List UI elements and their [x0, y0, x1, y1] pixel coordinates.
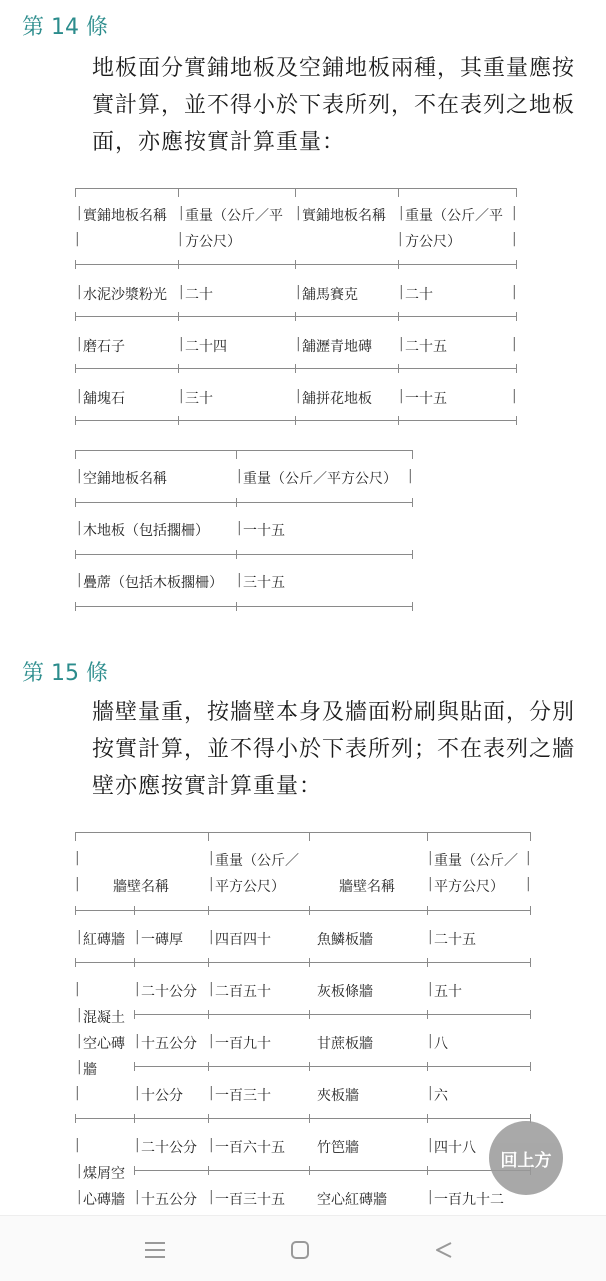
table-cell: | 紅磚牆 — [83, 929, 125, 949]
article-14-title: 第 14 條 — [22, 15, 108, 40]
back-icon[interactable] — [424, 1230, 464, 1270]
header-cell: 方公尺） — [405, 234, 461, 250]
header-cell: | 平方公尺） — [215, 876, 285, 896]
table-cell: | 一百三十五 — [215, 1189, 285, 1209]
table-cell: | 疊蓆（包括木板擱柵） — [83, 572, 223, 592]
back-to-top-button[interactable]: 回上方 — [489, 1121, 563, 1195]
table-cell: 灰板條牆 — [317, 984, 373, 1000]
table-cell: | 六 — [434, 1085, 448, 1105]
table-cell: | 五十 — [434, 981, 462, 1001]
header-cell: 方公尺） — [185, 234, 241, 250]
table-cell: | 一十五 — [405, 388, 447, 408]
table-cell: | 舖塊石 — [83, 388, 125, 408]
table-cell: | 二十公分 — [141, 1137, 197, 1157]
header-cell: | 實鋪地板名稱 — [302, 205, 386, 225]
table-cell: | 二十四 — [185, 336, 227, 356]
header-cell: | 平方公尺） — [434, 876, 504, 896]
table-cell: | 四百四十 — [215, 929, 271, 949]
table-cell: | 一百九十 — [215, 1033, 271, 1053]
table-cell: | 木地板（包括擱柵） — [83, 520, 209, 540]
table-cell: | 二百五十 — [215, 981, 271, 1001]
table-cell: | 一百六十五 — [215, 1137, 285, 1157]
table-cell: | 二十 — [185, 284, 213, 304]
table-cell: | 三十 — [185, 388, 213, 408]
table-cell: | 舖拼花地板 — [302, 388, 372, 408]
group-label: | 煤屑空 — [83, 1163, 125, 1183]
table-cell: | 十公分 — [141, 1085, 183, 1105]
system-navigation-bar — [0, 1215, 606, 1281]
table-cell: | 一十五 — [243, 520, 285, 540]
article-15-text: 牆壁量重，按牆壁本身及牆面粉刷與貼面，分別按實計算，並不得小於下表所列；不在表列之牆壁亦應按實計算重量： — [92, 700, 576, 799]
table-cell: | 八 — [434, 1033, 448, 1053]
solid-floor-table: | 實鋪地板名稱 | 重量（公斤／平 方公尺） | 實鋪地板名稱 | 重量（公斤／平 方公尺） | | | | | | 水泥沙漿粉光 | 二十 | 舖馬賽克 | 二十 | | 磨石子 | 二十四 | 舖瀝青地磚 | 二十五 | | 舖塊石 | 三十 | 舖拼花地板 | 一十五 | — [75, 188, 517, 428]
header-cell: 牆壁名稱 — [113, 879, 169, 895]
table-cell: 空心紅磚牆 — [317, 1192, 387, 1208]
table-cell: | 二十五 — [405, 336, 447, 356]
header-cell: | 重量（公斤／ — [215, 850, 299, 870]
table-cell: | 十五公分 — [141, 1033, 197, 1053]
table-cell: | 三十五 — [243, 572, 285, 592]
table-cell: | 舖瀝青地磚 — [302, 336, 372, 356]
group-label: | 混凝土 — [83, 1007, 125, 1027]
table-cell: 甘蔗板牆 — [317, 1036, 373, 1052]
group-label: | 牆 — [83, 1059, 97, 1079]
table-cell: | 十五公分 — [141, 1189, 197, 1209]
article-15-title: 第 15 條 — [22, 661, 108, 686]
group-label: | 心磚牆 — [83, 1189, 125, 1209]
menu-icon[interactable] — [135, 1230, 175, 1270]
table-cell: | 水泥沙漿粉光 — [83, 284, 167, 304]
table-cell: | 舖馬賽克 — [302, 284, 358, 304]
table-cell: 魚鱗板牆 — [317, 932, 373, 948]
table-cell: | 二十 — [405, 284, 433, 304]
table-cell: 竹笆牆 — [317, 1140, 359, 1156]
header-cell: | 重量（公斤／平 — [405, 205, 503, 225]
header-cell: | 實鋪地板名稱 — [83, 205, 167, 225]
article-14-text: 地板面分實鋪地板及空鋪地板兩種，其重量應按實計算，並不得小於下表所列，不在表列之地板面，亦應按實計算重量： — [92, 56, 576, 155]
table-cell: | 二十公分 — [141, 981, 197, 1001]
table-cell: | 一百三十 — [215, 1085, 271, 1105]
group-label: | 空心磚 — [83, 1033, 125, 1053]
table-cell: | 磨石子 — [83, 336, 125, 356]
header-cell: | 空鋪地板名稱 — [83, 468, 167, 488]
header-cell: | 重量（公斤／平方公尺） — [243, 468, 397, 488]
home-icon[interactable] — [280, 1230, 320, 1270]
raised-floor-table: | 空鋪地板名稱 | 重量（公斤／平方公尺） | | 木地板（包括擱柵） | 一十五 | 疊蓆（包括木板擱柵） | 三十五 — [75, 450, 413, 610]
header-cell: 牆壁名稱 — [339, 879, 395, 895]
header-cell: | 重量（公斤／ — [434, 850, 518, 870]
wall-weight-table: | | 牆壁名稱 | 重量（公斤／ | 平方公尺） 牆壁名稱 | 重量（公斤／ | 平方公尺） | | | 紅磚牆 | 一磚厚 | 四百四十 魚鱗板牆 | 二十五 | | 二十公分 | 二百五十 灰板條牆 | 五十 | 混凝土 | 空心磚 | 十五公分 | 一百九十 甘蔗板牆 | 八 | 牆 | | 十公分 | 一百三十 夾板牆 | 六 | | 二十公分 | 一百六十五 竹笆牆 | 四十八 | 煤屑空 | 心磚牆 | 十五公分 | 一百三十五 空心紅磚牆 | 一百九十二 — [75, 832, 531, 1216]
table-cell: | 一磚厚 — [141, 929, 183, 949]
header-cell: | 重量（公斤／平 — [185, 205, 283, 225]
table-cell: 夾板牆 — [317, 1088, 359, 1104]
table-cell: | 四十八 — [434, 1137, 476, 1157]
table-cell: | 一百九十二 — [434, 1189, 504, 1209]
table-cell: | 二十五 — [434, 929, 476, 949]
